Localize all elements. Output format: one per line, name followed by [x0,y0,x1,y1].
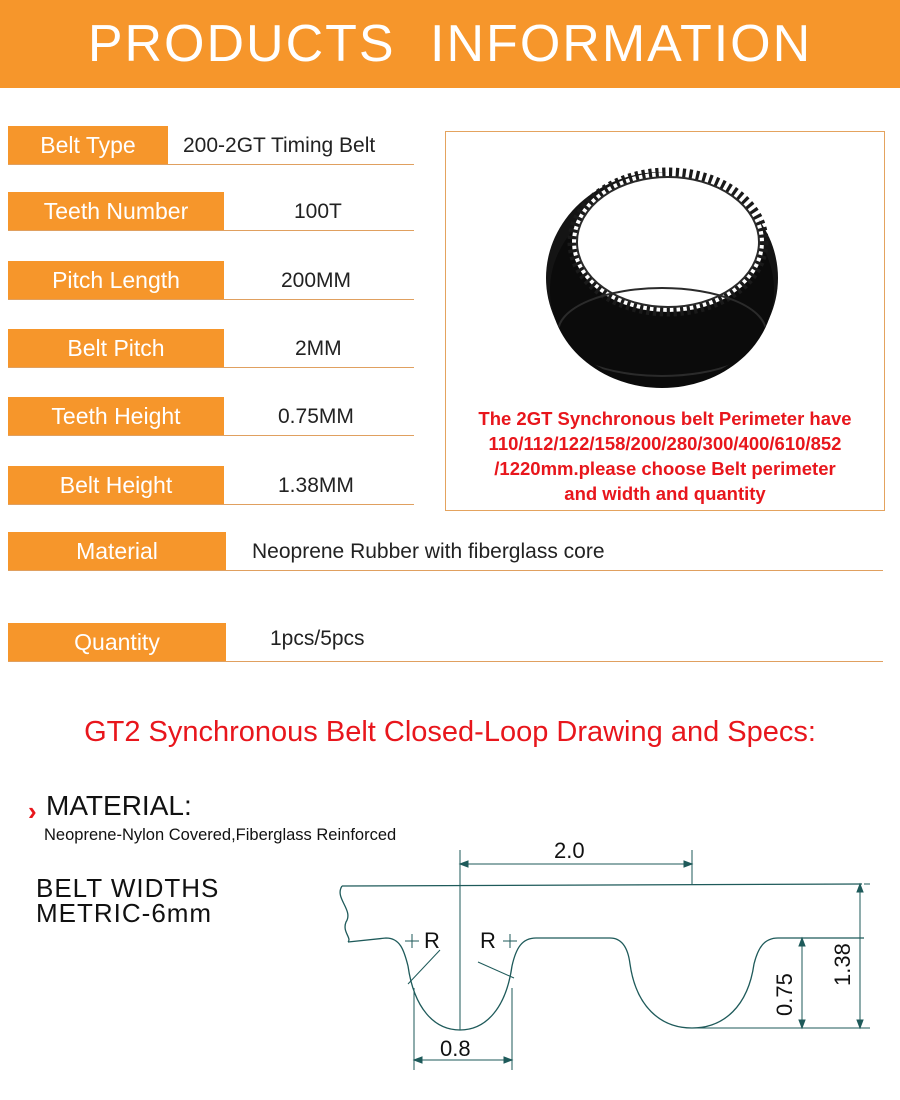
spec-label: Teeth Height [8,397,224,435]
widths-line: METRIC-6mm [36,898,213,928]
spec-label: Pitch Length [8,261,224,299]
belt-profile-drawing [330,838,890,1078]
spec-value: 200-2GT Timing Belt [183,134,376,157]
note-line: 110/112/122/158/200/280/300/400/610/852 [488,433,842,454]
header-banner [0,0,900,88]
note-line: and width and quantity [564,483,766,504]
radius-left-label: R [424,928,440,953]
spec-value: 0.75MM [278,405,354,428]
spec-row-material [8,532,883,571]
material-label: MATERIAL: [46,790,192,821]
spec-label: Belt Pitch [8,329,224,367]
product-photo-box [445,131,885,511]
spec-value: 200MM [281,269,352,292]
chevron-right-icon: › [28,796,37,826]
spec-value: 100T [294,200,342,223]
spec-row-teeth-number [8,192,414,231]
spec-label: Quantity [8,623,226,661]
spec-value: 2MM [295,337,342,360]
spec-value: 1pcs/5pcs [270,627,365,650]
pitch-dim-label: 2.0 [554,838,585,863]
belt-height-dim-label: 1.38 [830,943,855,986]
widths-line: BELT WIDTHS [36,873,220,903]
spec-label: Teeth Number [8,192,224,230]
material-description: Neoprene-Nylon Covered,Fiberglass Reinforced [44,826,397,844]
belt-widths [36,873,220,928]
timing-belt-image [446,132,884,402]
spec-label: Belt Height [8,466,224,504]
belt-break [340,886,349,942]
note-line: /1220mm.please choose Belt perimeter [494,458,836,479]
perimeter-note [446,406,884,506]
spec-value: Neoprene Rubber with fiberglass core [252,540,605,563]
tooth-width-dim-label: 0.8 [440,1036,471,1061]
spec-label: Belt Type [8,126,168,164]
tooth-height-dim-label: 0.75 [772,973,797,1016]
radius-right-label: R [480,928,496,953]
spec-row-belt-pitch [8,329,414,368]
note-line: The 2GT Synchronous belt Perimeter have [478,408,852,429]
belt-top-edge [342,884,862,886]
page-title: PRODUCTS INFORMATION [87,15,813,73]
spec-value: 1.38MM [278,474,354,497]
spec-row-quantity [8,623,883,662]
spec-row-pitch-length [8,261,414,300]
spec-row-belt-type [8,126,414,165]
drawing-title: GT2 Synchronous Belt Closed-Loop Drawing and Specs: [84,716,816,748]
spec-row-belt-height [8,466,414,505]
spec-row-teeth-height [8,397,414,436]
spec-label: Material [8,532,226,570]
